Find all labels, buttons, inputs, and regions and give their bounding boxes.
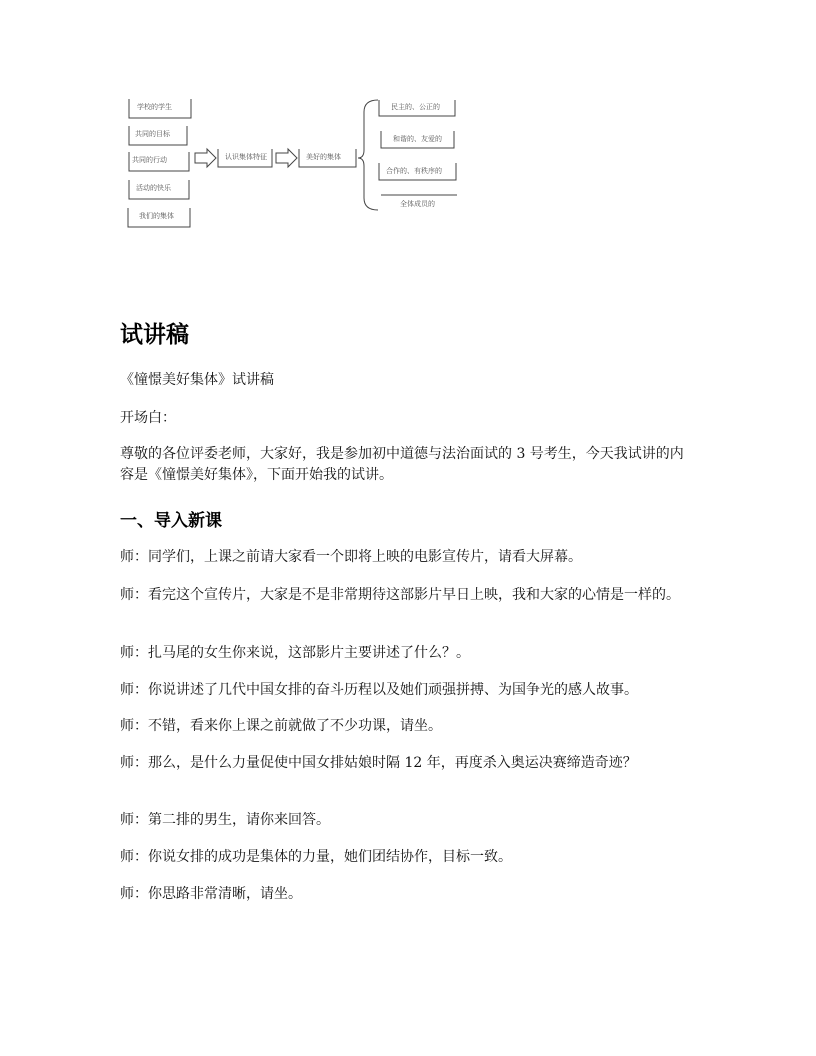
dialogue-line-1: 师：同学们，上课之前请大家看一个即将上映的电影宣传片，请看大屏幕。 bbox=[120, 549, 582, 565]
left-box-label-4: 活动的快乐 bbox=[136, 184, 171, 192]
opening-label: 开场白： bbox=[120, 410, 176, 426]
arrow-1 bbox=[195, 149, 216, 167]
brace bbox=[358, 100, 378, 210]
left-box-label-1: 学校的学生 bbox=[137, 103, 172, 111]
left-box-label-3: 共同的行动 bbox=[132, 156, 167, 164]
right-item-label-2: 和谐的、友爱的 bbox=[393, 135, 442, 143]
dialogue-line-6: 师：那么，是什么力量促使中国女排姑娘时隔 12 年，再度杀入奥运决赛缔造奇迹？ bbox=[120, 755, 637, 771]
middle-box-label: 认识集体特征 bbox=[225, 153, 267, 161]
left-box-label-2: 共同的目标 bbox=[135, 130, 170, 138]
concept-diagram bbox=[0, 0, 816, 240]
page-title: 试讲稿 bbox=[120, 322, 189, 348]
dialogue-line-2: 师：看完这个宣传片，大家是不是非常期待这部影片早日上映，我和大家的心情是一样的。 bbox=[120, 587, 680, 603]
dialogue-line-9: 师：你思路非常清晰，请坐。 bbox=[120, 886, 302, 902]
dialogue-line-3: 师：扎马尾的女生你来说，这部影片主要讲述了什么？。 bbox=[120, 645, 470, 661]
dialogue-line-4: 师：你说讲述了几代中国女排的奋斗历程以及她们顽强拼搏、为国争光的感人故事。 bbox=[120, 682, 638, 698]
section-heading-intro: 一、导入新课 bbox=[120, 511, 222, 531]
opening-text: 尊敬的各位评委老师，大家好，我是参加初中道德与法治面试的 3 号考生，今天我试讲的内容是《憧憬美好集体》，下面开始我的试讲。 bbox=[120, 446, 684, 483]
dialogue-line-7: 师：第二排的男生，请你来回答。 bbox=[120, 812, 330, 828]
arrow-2 bbox=[276, 149, 297, 167]
dialogue-line-5: 师：不错，看来你上课之前就做了不少功课，请坐。 bbox=[120, 718, 442, 734]
lesson-title: 《憧憬美好集体》试讲稿 bbox=[120, 372, 274, 388]
right-item-label-4: 全体成员的 bbox=[400, 200, 435, 208]
left-box-label-5: 我们的集体 bbox=[139, 212, 174, 220]
center-box-label: 美好的集体 bbox=[306, 153, 341, 161]
right-item-label-1: 民主的、公正的 bbox=[391, 103, 440, 111]
dialogue-line-8: 师：你说女排的成功是集体的力量，她们团结协作，目标一致。 bbox=[120, 849, 512, 865]
right-item-label-3: 合作的、有秩序的 bbox=[386, 167, 442, 175]
